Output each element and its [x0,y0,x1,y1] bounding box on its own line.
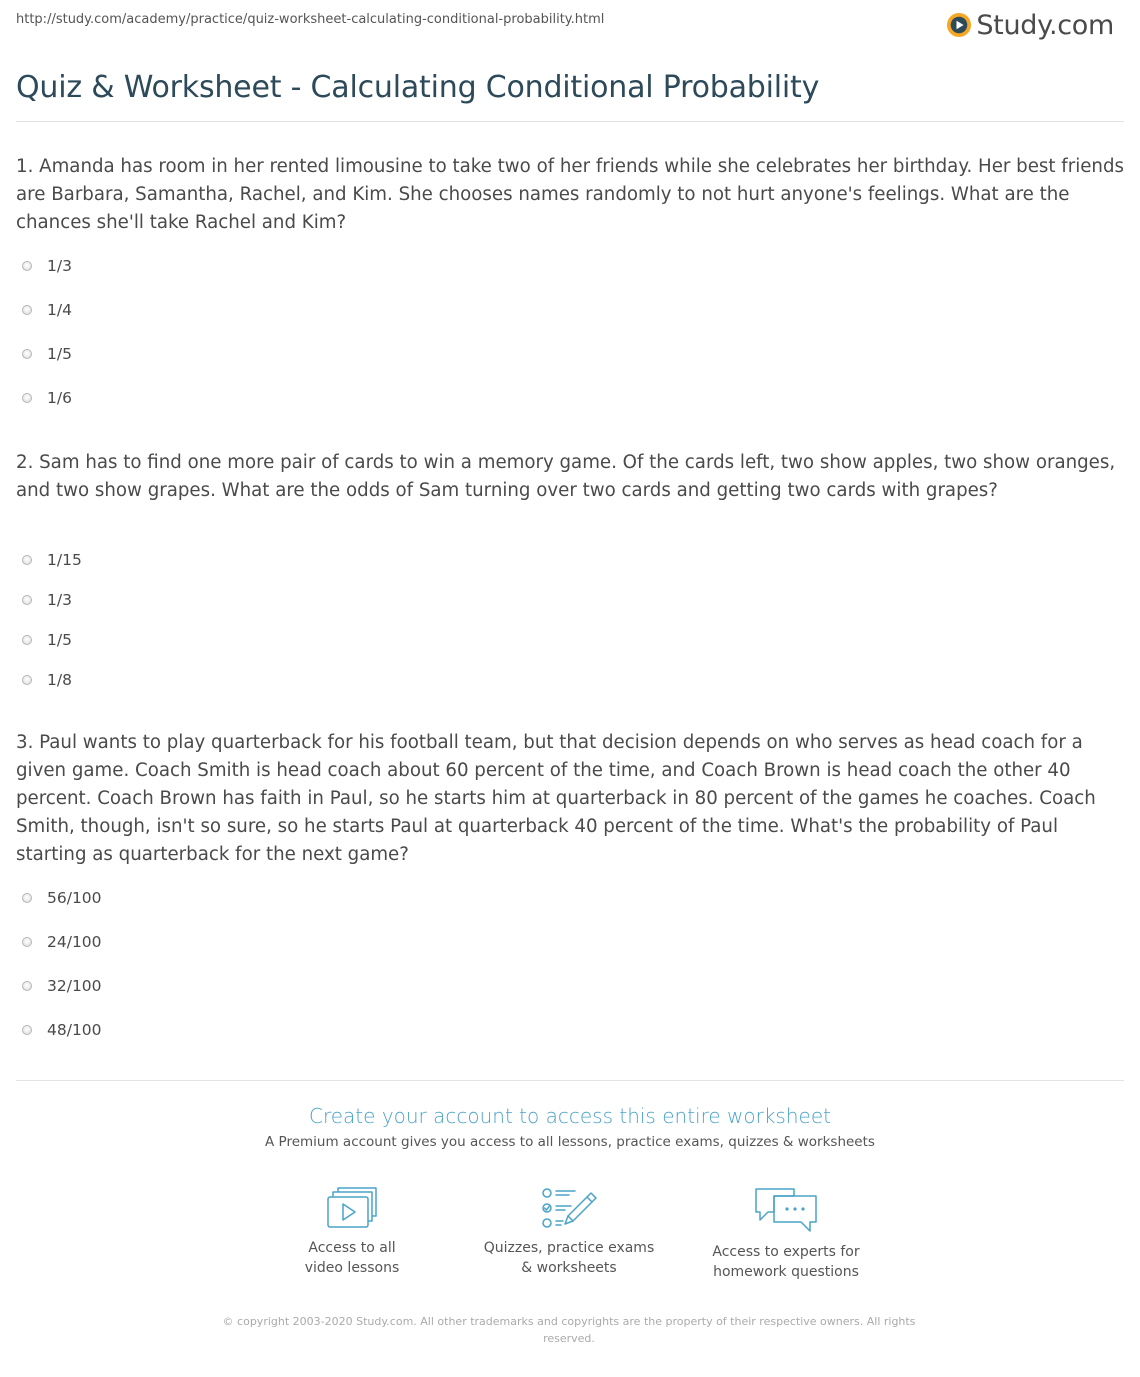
copyright-text: © copyright 2003-2020 Study.com. All other trademarks and copyrights are the property of their respective owners. All rights reserved. [222,1315,916,1345]
page-title: Quiz & Worksheet - Calculating Conditional Probability [16,70,820,105]
play-logo-icon [946,12,972,38]
question-3-option-2[interactable] [22,932,102,952]
cta-subtitle: A Premium account gives you access to all lessons, practice exams, quizzes & worksheets [265,1134,875,1150]
option-label: 1/3 [47,591,72,609]
option-label: 32/100 [47,977,102,995]
radio-button[interactable] [22,937,32,947]
question-3-option-3[interactable] [22,976,102,996]
radio-button[interactable] [22,893,32,903]
page-url: http://study.com/academy/practice/quiz-worksheet-calculating-conditional-probability.html [16,12,605,27]
question-1-option-1[interactable] [22,256,72,276]
question-1-option-3[interactable] [22,344,72,364]
cta-divider [16,1080,1124,1081]
radio-button[interactable] [22,635,32,645]
question-1-text: 1. Amanda has room in her rented limousine to take two of her friends while she celebrates her birthday. Her best friends are Barbara, Samantha, Rachel, and Kim. She chooses names randomly to not hurt anyone's feelings. What are the chances she'll take Rachel and Kim? [16,156,1124,233]
question-3-option-1[interactable] [22,888,102,908]
option-label: 1/3 [47,257,72,275]
radio-button[interactable] [22,349,32,359]
feature-label: Quizzes, practice exams & worksheets [483,1240,655,1276]
radio-button[interactable] [22,675,32,685]
video-lessons-icon [326,1186,378,1230]
question-2-option-1[interactable] [22,550,82,570]
option-label: 1/4 [47,301,72,319]
radio-button[interactable] [22,261,32,271]
study-logo[interactable] [946,8,1114,42]
question-1-option-2[interactable] [22,300,72,320]
radio-button[interactable] [22,1025,32,1035]
option-label: 48/100 [47,1021,102,1039]
option-label: 56/100 [47,889,102,907]
question-3-text: 3. Paul wants to play quarterback for his football team, but that decision depends on who serves as head coach for a given game. Coach Smith is head coach about 60 percent of the time, and Coach Brown is head coach the other 40 percent. Coach Brown has faith in Paul, so he starts him at quarterback in 80 percent of the games he coaches. Coach Smith, though, isn't so sure, so he starts Paul at quarterback 40 percent of the time. What's the probability of Paul starting as quarterback for the next game? [16,732,1096,865]
option-label: 1/5 [47,631,72,649]
create-account-link[interactable]: Create your account to access this entire worksheet [309,1104,831,1128]
quiz-checklist-icon [541,1186,597,1230]
feature-label: Access to all video lessons [304,1240,400,1276]
feature-quizzes [469,1186,669,1278]
title-divider [16,121,1124,122]
option-label: 24/100 [47,933,102,951]
question-2-option-3[interactable] [22,630,72,650]
radio-button[interactable] [22,981,32,991]
feature-video-lessons [252,1186,452,1278]
radio-button[interactable] [22,555,32,565]
option-label: 1/6 [47,389,72,407]
option-label: 1/15 [47,551,82,569]
feature-label: Access to experts for homework questions [712,1244,860,1280]
question-2-option-4[interactable] [22,670,72,690]
question-2-option-2[interactable] [22,590,72,610]
radio-button[interactable] [22,393,32,403]
radio-button[interactable] [22,305,32,315]
option-label: 1/5 [47,345,72,363]
logo-text: Study.com [976,9,1114,41]
question-3-option-4[interactable] [22,1020,102,1040]
radio-button[interactable] [22,595,32,605]
question-1-option-4[interactable] [22,388,72,408]
chat-bubbles-icon [754,1186,818,1234]
feature-experts [686,1186,886,1282]
question-2-text: 2. Sam has to find one more pair of cards to win a memory game. Of the cards left, two show apples, two show oranges, and two show grapes. What are the odds of Sam turning over two cards and getting two cards with grapes? [16,452,1116,501]
option-label: 1/8 [47,671,72,689]
